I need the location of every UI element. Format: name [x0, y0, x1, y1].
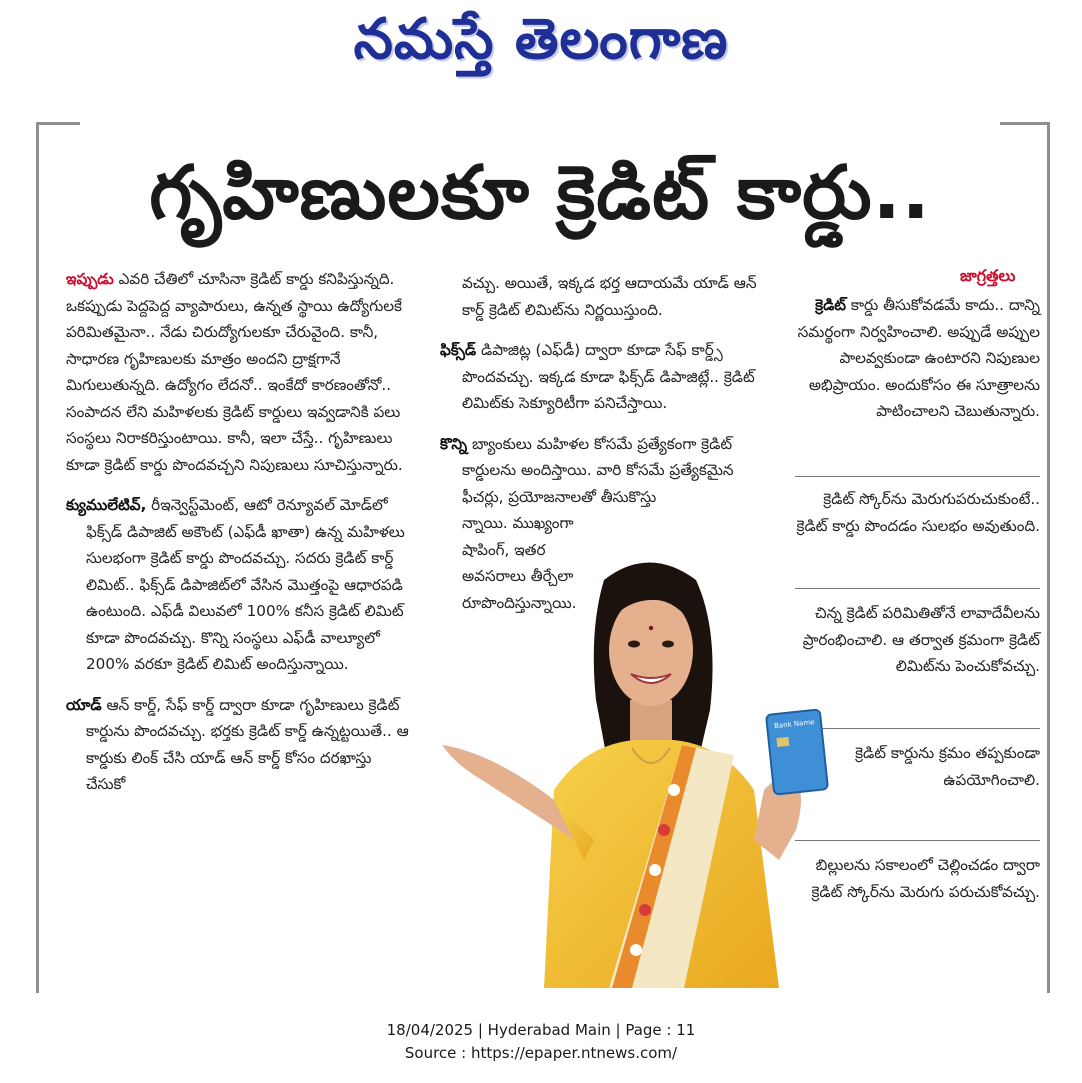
keyword: క్యుములేటివ్, — [66, 496, 147, 514]
tip-item — [788, 292, 1040, 425]
paragraph-cumulative — [66, 492, 412, 678]
keyword: కొన్ని — [440, 434, 468, 453]
lead-word: ఇప్పుడు — [66, 270, 114, 288]
keyword: క్రెడిట్ — [815, 296, 847, 314]
paragraph-continued — [440, 270, 770, 323]
woman-with-credit-card-photo — [434, 540, 870, 988]
masthead-logo: నమస్తే తెలంగాణ — [353, 6, 729, 72]
divider — [795, 476, 1040, 477]
paragraph-text: ఎవరి చేతిలో చూసినా క్రెడిట్ కార్డు కనిపిస్తున్నది. ఒకప్పుడు పెద్దపెద్ద వ్యాపారులు, ఉన్నత స్థాయి ఉద్యోగులకే పరిమితమైనా.. నేడు చిరుద్యోగులకూ చేరువైంది. కానీ, సాధారణ గృహిణులకు మాత్రం అందని ద్రాక్షగానే మిగులుతున్నది. ఉద్యోగం లేదనో.. ఇంకేదో కారణంతోనో.. సంపాదన లేని మహిళలకు క్రెడిట్ కార్డులు ఇవ్వడానికి పలు సంస్థలు నిరాకరిస్తుంటాయి. కానీ, ఇలా చేస్తే.. గృహిణులు కూడా క్రెడిట్ కార్డు పొందవచ్చని నిపుణులు సూచిస్తున్నారు. — [66, 270, 403, 474]
paragraph-text: బ్యాంకులు మహిళల కోసమే ప్రత్యేకంగా క్రెడిట్ కార్డులను అందిస్తాయి. వారి కోసమే ప్రత్యేకమైన ఫీచర్లు, ప్రయోజనాలతో తీసుకొస్తు — [462, 434, 734, 506]
card-label: Bank Name — [773, 718, 815, 731]
paragraph-banks — [440, 431, 770, 511]
paragraph-fixed-deposit — [440, 337, 770, 417]
keyword: ఫిక్స్‌డ్ — [440, 341, 477, 359]
paragraph-addon — [66, 692, 412, 798]
footer-date-page: 18/04/2025 | Hyderabad Main | Page : 11 — [386, 1021, 696, 1039]
tip-text: బిల్లులను సకాలంలో చెల్లించడం ద్వారా క్రెడిట్ స్కోర్‌ను మెరుగు పరుచుకోవచ్చు. — [811, 856, 1040, 901]
tips-title: జాగ్రత్తలు — [960, 266, 1016, 285]
paragraph-text: ఆన్ కార్డ్, సేఫ్ కార్డ్ ద్వారా కూడా గృహిణులు క్రెడిట్ కార్డును పొందవచ్చు. భర్తకు క్రెడిట్ కార్డ్ ఉన్నట్టయితే.. ఆ కార్డుకు లింక్ చేసి యాడ్ ఆన్ కార్డ్ కోసం దరఖాస్తు చేసుకో — [86, 695, 409, 793]
tip-text: క్రెడిట్ స్కోర్‌ను మెరుగుపరుచుకుంటే.. క్రెడిట్ కార్డు పొందడం సులభం అవుతుంది. — [796, 490, 1040, 535]
paragraph-text: రీఇన్వెస్ట్‌మెంట్, ఆటో రెన్యూవల్ మోడ్‌లో ఫిక్స్‌డ్ డిపాజిట్ అకౌంట్ (ఎఫ్‌డీ ఖాతా) ఉన్న మహిళలు సులభంగా క్రెడిట్ కార్డు పొందవచ్చు. సదరు క్రెడిట్ కార్డ్ లిమిట్.. ఫిక్స్‌డ్ డిపాజిట్‌లో వేసిన మొత్తంపై ఆధారపడి ఉంటుంది. ఎఫ్‌డీ విలువలో 100% కనీస క్రెడిట్ లిమిట్ కూడా పొందవచ్చు. కొన్ని సంస్థలు ఎఫ్‌డీ వాల్యూలో 200% వరకూ క్రెడిట్ లిమిట్ అందిస్తున్నాయి. — [86, 496, 405, 673]
paragraph-text: డిపాజిట్ల (ఎఫ్‌డీ) ద్వారా కూడా సేఫ్ కార్డ్స్ పొందవచ్చు. ఇక్కడ కూడా ఫిక్స్‌డ్ డిపాజిట్లే.. క్రెడిట్ లిమిట్‌కు సెక్యూరిటీగా పనిచేస్తాయి. — [462, 341, 755, 412]
paragraph-intro — [66, 266, 412, 478]
frame-gap — [80, 110, 1000, 140]
article-column-1 — [66, 266, 412, 812]
paragraph-text: వచ్చు. అయితే, ఇక్కడ భర్త ఆదాయమే యాడ్ ఆన్ కార్డ్ క్రెడిట్ లిమిట్‌ను నిర్ణయిస్తుంది. — [462, 274, 757, 319]
headline: గృహిణులకూ క్రెడిట్ కార్డు.. — [149, 150, 931, 236]
tip-item — [788, 486, 1040, 539]
tip-text: క్రెడిట్ కార్డును క్రమం తప్పకుండా ఉపయోగించాలి. — [855, 744, 1040, 789]
tip-text: కార్డు తీసుకోవడమే కాదు.. దాన్ని సమర్థంగా నిర్వహించాలి. అప్పుడే అప్పుల పాలవ్వకుండా ఉంటారని నిపుణుల అభిప్రాయం. అందుకోసం ఈ సూత్రాలను పాటించాలని చెబుతున్నారు. — [797, 296, 1040, 420]
footer-source: Source : https://epaper.ntnews.com/ — [404, 1044, 678, 1062]
paragraph-text: న్నాయి. ముఖ్యంగా షాపింగ్, ఇతర అవసరాలు తీర్చేలా రూపొందిస్తున్నాయి. — [462, 514, 577, 612]
tip-text: చిన్న క్రెడిట్ పరిమితితోనే లావాదేవీలను ప్రారంభించాలి. ఆ తర్వాత క్రమంగా క్రెడిట్ లిమిట్‌ను పెంచుకోవచ్చు. — [802, 604, 1040, 675]
keyword: యాడ్ — [66, 695, 102, 714]
